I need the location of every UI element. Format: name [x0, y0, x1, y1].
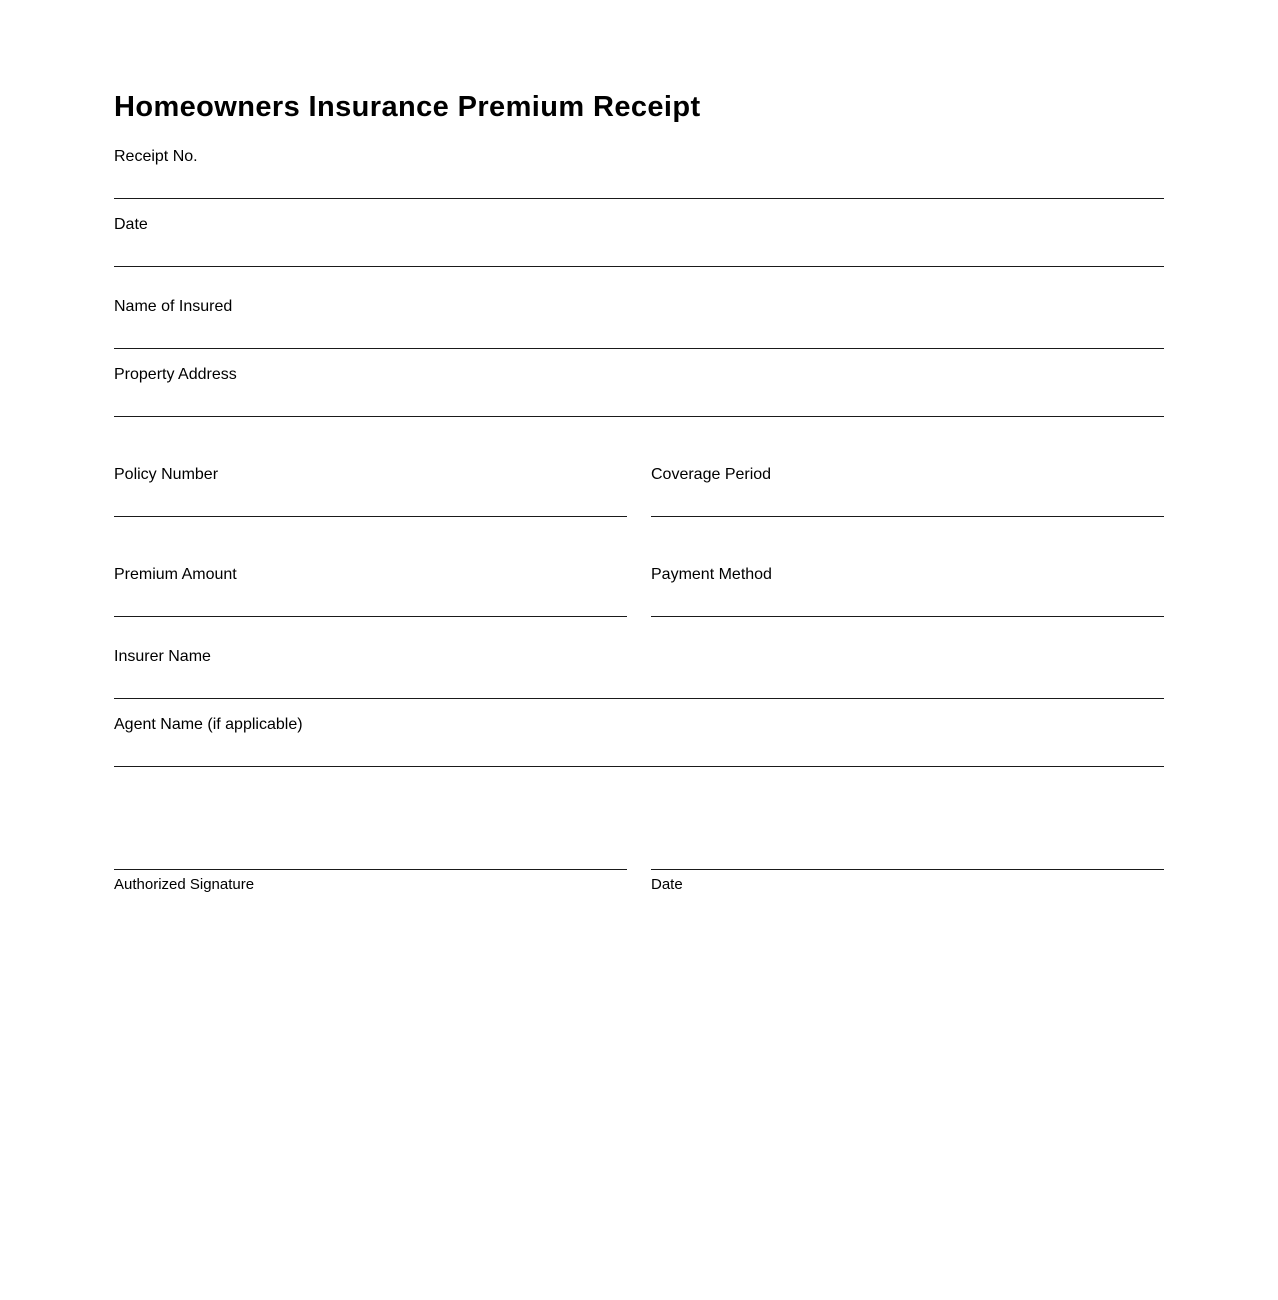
policy-number-input-line[interactable] [114, 516, 627, 517]
agent-name-label: Agent Name (if applicable) [114, 716, 303, 733]
agent-name-input-line[interactable] [114, 766, 1164, 767]
insurer-name-label: Insurer Name [114, 648, 211, 665]
authorized-signature-line[interactable] [114, 869, 627, 870]
policy-number-label: Policy Number [114, 466, 219, 483]
payment-method-input-line[interactable] [651, 616, 1164, 617]
payment-method-label: Payment Method [651, 566, 772, 583]
premium-amount-input-line[interactable] [114, 616, 627, 617]
receipt-no-input-line[interactable] [114, 198, 1164, 199]
property-address-input-line[interactable] [114, 416, 1164, 417]
receipt-no-label: Receipt No. [114, 148, 198, 165]
name-of-insured-label: Name of Insured [114, 298, 233, 315]
authorized-signature-label: Authorized Signature [114, 876, 255, 893]
property-address-label: Property Address [114, 366, 237, 383]
insurer-name-input-line[interactable] [114, 698, 1164, 699]
signature-date-line[interactable] [651, 869, 1164, 870]
date-input-line[interactable] [114, 266, 1164, 267]
signature-date-label: Date [651, 876, 683, 893]
name-of-insured-input-line[interactable] [114, 348, 1164, 349]
coverage-period-label: Coverage Period [651, 466, 772, 483]
coverage-period-input-line[interactable] [651, 516, 1164, 517]
date-label: Date [114, 216, 148, 233]
premium-amount-label: Premium Amount [114, 566, 237, 583]
page-title: Homeowners Insurance Premium Receipt [114, 91, 701, 123]
